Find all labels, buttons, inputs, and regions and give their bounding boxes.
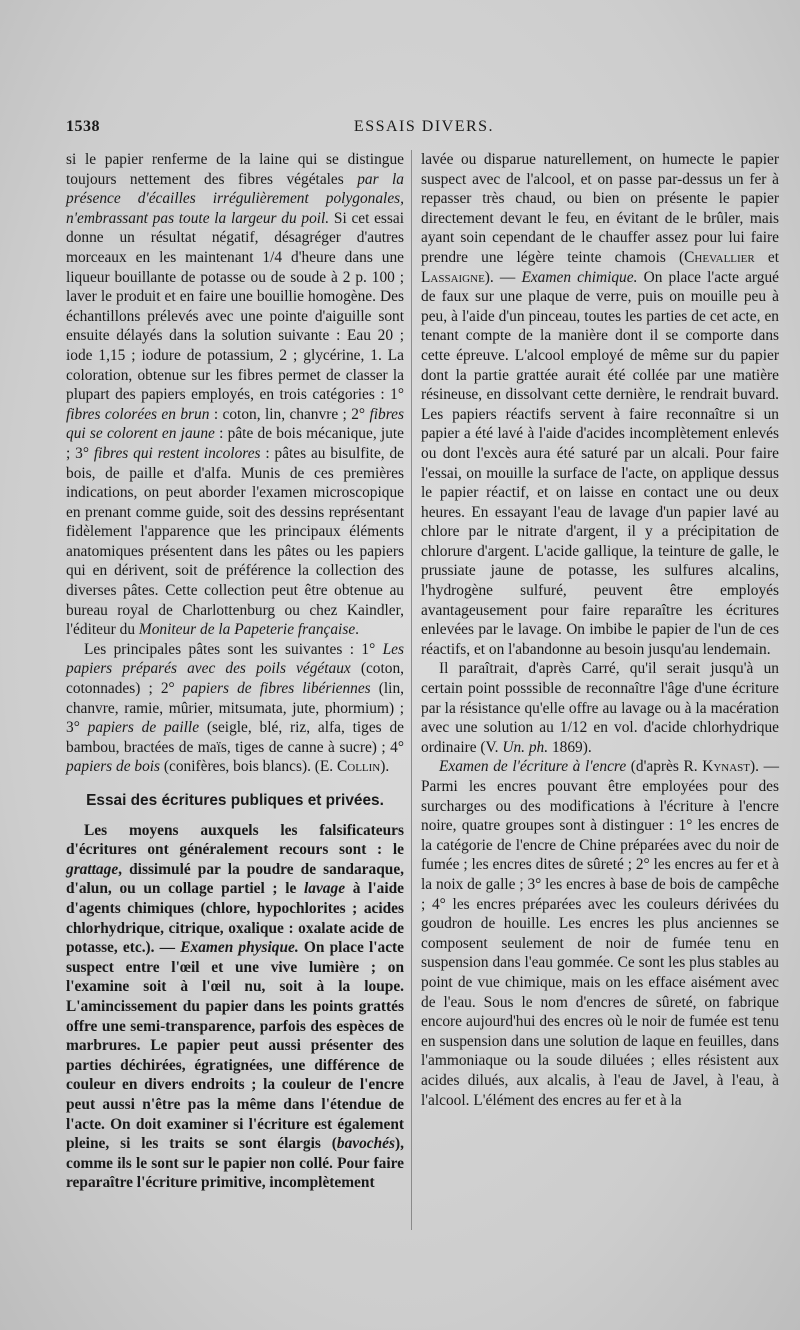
paragraph: lavée ou disparue naturellement, on humecte le papier suspect avec de l'alcool, et on passe par-dessus un fer à repasser très chaud, ou bien on présente le papier directement devant le feu, en évitant de le brûler, mais ayant soin cependant de le chauffer assez pour lui faire prendre une légère teinte chamois (Chevallier et Lassaigne). — Examen chimique. On place l'acte argué de faux sur une plaque de verre, puis on mouille peu à peu, à l'aide d'un pinceau, toutes les parties de cet acte, en tenant compte de la manière dont il se comporte dans cette épreuve. L'alcool employé de même sur du papier dont la partie grattée aurait été collée par une matière résineuse, en dissolvant cette dernière, le rendrait buvard. Les papiers réactifs servent à faire reconnaître si un papier a été lavé à l'aide d'acides incomplètement enlevés ou dont l'excès aura été saturé par un alcali. Pour faire l'essai, on mouille la surface de l'acte, on applique dessus le papier réactif, et on laisse en contact une ou deux heures. En essayant l'eau de lavage d'un papier lavé au chlore par le nitrate d'argent, il y a précipitation de chlorure d'argent. L'acide gallique, la teinture de galle, le prussiate jaune de potasse, les sulfures alcalins, l'hydrogène sulfuré, peuvent être employés avantageusement pour faire reparaître les écritures enlevées par le lavage. On imbibe le papier de l'un de ces réactifs, et on l'abandonne au besoin jusqu'au lendemain. xyxy=(421,151,779,658)
column-divider xyxy=(411,150,412,1230)
paragraph: si le papier renferme de la laine qui se distingue toujours nettement des fibres végétales par la présence d'écailles irrégulièrement polygonales, n'embrassant pas toute la largeur du poil. Si cet essai donne un résultat négatif, désagréger d'autres morceaux en les maintenant 1/4 d'heure dans une liqueur bouillante de potasse ou de soude à 2 p. 100 ; laver le produit et en faire une bouillie homogène. Des échantillons prélevés avec une pointe d'aiguille sont ensuite délayés dans la solution suivante : Eau 20 ; iode 1,15 ; iodure de potassium, 2 ; glycérine, 1. La coloration, obtenue sur les fibres permet de classer la plupart des papiers employés, en trois catégories : 1° fibres colorées en brun : coton, lin, chanvre ; 2° fibres qui se colorent en jaune : pâte de bois mécanique, jute ; 3° fibres qui restent incolores : pâtes au bisulfite, de bois, de paille et d'alfa. Munis de ces premières indications, on peut aborder l'examen microscopique en prenant comme guide, soit des dessins représentant fidèlement l'apparence que les principaux éléments anatomiques présentent dans les pâtes ou les papiers qui en dérivent, soit de préférence la collection des diverses pâtes. Cette collection peut être obtenue au bureau royal de Charlottenburg ou chez Kaindler, l'éditeur du Moniteur de la Papeterie française. xyxy=(66,151,405,639)
page-header xyxy=(66,118,782,142)
running-title: ESSAIS DIVERS. xyxy=(353,118,495,135)
paragraph: Il paraîtrait, d'après Carré, qu'il serait jusqu'à un certain point posssible de reconnaître l'âge d'une écriture par la résistance qu'elle offre au lavage ou à la macération avec une solution au 1/12 en vol. d'acide chlorhydrique ordinaire (V. Un. ph. 1869). xyxy=(421,660,779,756)
right-column xyxy=(421,150,779,1110)
paragraph: Les moyens auxquels les falsificateurs d'écritures ont généralement recours sont : le grattage, dissimulé par la poudre de sandaraque, d'alun, ou un collage partiel ; le lavage à l'aide d'agents chimiques (chlore, hypochlorites ; acides chlorhydrique, citrique, oxalique : oxalate acide de potasse, etc.). — Examen physique. On place l'acte suspect entre l'œil et une vive lumière ; on l'examine soit à l'œil nu, soit à la loupe. L'amincissement du papier dans les points grattés offre une semi-transparence, parfois des espèces de marbrures. Le papier peut aussi présenter des parties déchirées, égratignées, une différence de couleur en divers endroits ; la couleur de l'encre peut aussi n'être pas la même dans l'étendue de l'acte. On doit examiner si l'écriture est également pleine, si les traits se sont élargis (bavochés), comme ils le sont sur le papier non collé. Pour faire reparaître l'écriture primitive, incomplètement xyxy=(66,821,405,1192)
paragraph: Les principales pâtes sont les suivantes : 1° Les papiers préparés avec des poils végétaux (coton, cotonnades) ; 2° papiers de fibres libériennes (lin, chanvre, ramie, mûrier, mitsumata, jute, phormium) ; 3° papiers de paille (seigle, blé, riz, alfa, tiges de bambou, bractées de maïs, tiges de canne à sucre) ; 4° papiers de bois (conifères, bois blancs). (E. Collin). xyxy=(66,640,405,776)
section-heading: Essai des écritures publiques et privées. xyxy=(86,792,384,809)
left-column xyxy=(66,150,404,1193)
paragraph: Examen de l'écriture à l'encre (d'après R. Kynast). — Parmi les encres pouvant être employées pour des surcharges ou des modifications à l'écriture à l'encre noire, quatre groupes sont à distinguer : 1° les encres de la catégorie de l'encre de Chine préparées avec du noir de fumée ; les encres dites de sûreté ; 2° les encres au fer et à la noix de galle ; 3° les encres à base de bois de campêche ; 4° les encres préparées avec les couleurs dérivées du goudron de houille. Les encres les plus anciennes se composent seulement de noir de fumée tenu en suspension dans l'eau gommée. Ce sont les plus stables au point de vue chimique, mais on les efface aisément avec de l'eau. Sous le nom d'encres de sûreté, on fabrique encore aujourd'hui des encres où le noir de fumée est tenu en suspension dans une solution de laque en feuilles, dans l'ammoniaque ou la soude diluées ; elles résistent aux acides dilués, aux alcalis, à l'eau de Javel, à l'eau, à l'alcool. L'élément des encres au fer et à la xyxy=(421,758,779,1109)
page-number: 1538 xyxy=(66,118,100,135)
